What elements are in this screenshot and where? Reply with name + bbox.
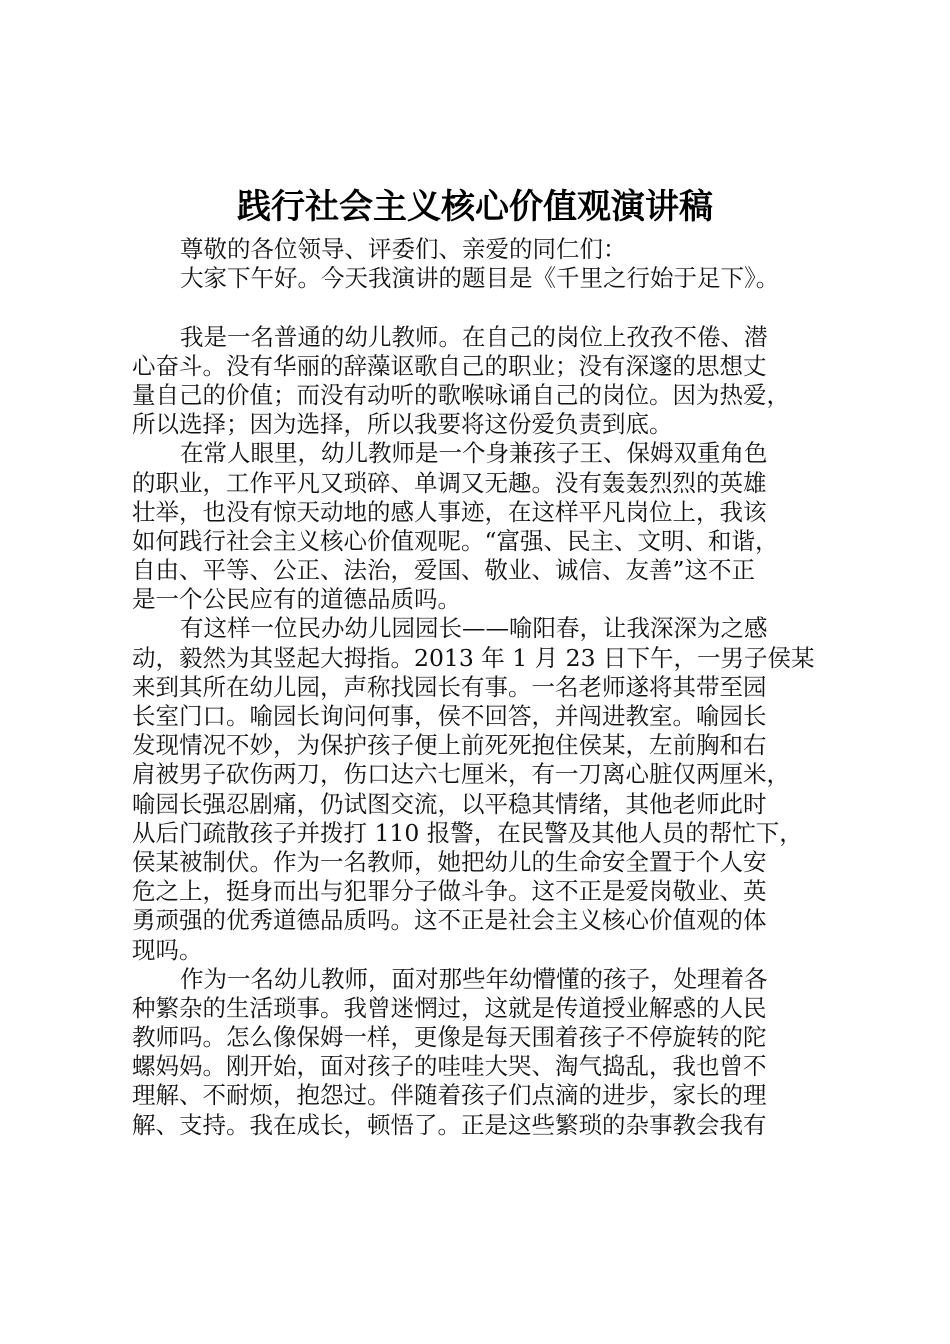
paragraph-first-line: 作为一名幼儿教师，面对那些年幼懵懂的孩子，处理着各	[180, 964, 768, 993]
paragraph-line: 肩被男子砍伤两刀，伤口达六七厘米，有一刀离心脏仅两厘米，	[132, 760, 790, 789]
paragraph-line: 喻园长强忍剧痛，仍试图交流，以平稳其情绪，其他老师此时	[132, 789, 767, 818]
paragraph-line: 发现情况不妙，为保护孩子便上前死死抱住侯某，左前胸和右	[132, 731, 767, 760]
paragraph-line: 从后门疏散孩子并拨打 110 报警，在民警及其他人员的帮忙下，	[132, 818, 803, 847]
blank-line	[132, 293, 838, 322]
paragraph-line: 是一个公民应有的道德品质吗。	[132, 585, 461, 614]
paragraph-line: 现吗。	[132, 935, 203, 964]
paragraph-line: 勇顽强的优秀道德品质吗。这不正是社会主义核心价值观的体	[132, 906, 767, 935]
paragraph-line: 来到其所在幼儿园，声称找园长有事。一名老师遂将其带至园	[132, 672, 767, 701]
paragraph-line: 理解、不耐烦，抱怨过。伴随着孩子们点滴的进步，家长的理	[132, 1081, 767, 1110]
paragraph-line: 危之上，挺身而出与犯罪分子做斗争。这不正是爱岗敬业、英	[132, 877, 767, 906]
paragraph-line: 教师吗。怎么像保姆一样，更像是每天围着孩子不停旋转的陀	[132, 1023, 767, 1052]
paragraph-line: 动，毅然为其竖起大拇指。2013 年 1 月 23 日下午，一男子侯某	[132, 643, 815, 672]
document-body	[132, 235, 838, 1140]
paragraph-line: 长室门口。喻园长询问何事，侯不回答，并闯进教室。喻园长	[132, 702, 767, 730]
paragraph-line: 量自己的价值；而没有动听的歌喉咏诵自己的岗位。因为热爱，	[132, 380, 790, 409]
paragraph-first-line: 大家下午好。今天我演讲的题目是《千里之行始于足下》。	[180, 264, 780, 293]
paragraph-line: 螺妈妈。刚开始，面对孩子的哇哇大哭、淘气捣乱，我也曾不	[132, 1052, 767, 1081]
paragraph-first-line: 我是一名普通的幼儿教师。在自己的岗位上孜孜不倦、潜	[180, 322, 768, 351]
paragraph-line: 侯某被制伏。作为一名教师，她把幼儿的生命安全置于个人安	[132, 847, 767, 876]
paragraph-line: 壮举，也没有惊天动地的感人事迹，在这样平凡岗位上，我该	[132, 497, 767, 526]
paragraph-first-line: 有这样一位民办幼儿园园长——喻阳春，让我深深为之感	[180, 614, 768, 643]
paragraph-line: 的职业，工作平凡又琐碎、单调又无趣。没有轰轰烈烈的英雄	[132, 468, 767, 497]
paragraph-line: 解、支持。我在成长，顿悟了。正是这些繁琐的杂事教会我有	[132, 1110, 767, 1139]
document-title: 践行社会主义核心价值观演讲稿	[237, 187, 713, 227]
paragraph-first-line: 尊敬的各位领导、评委们、亲爱的同仁们：	[180, 235, 627, 263]
paragraph-line: 所以选择；因为选择，所以我要将这份爱负责到底。	[132, 410, 673, 439]
paragraph-line: 心奋斗。没有华丽的辞藻讴歌自己的职业；没有深邃的思想丈	[132, 351, 767, 380]
paragraph-line: 自由、平等、公正、法治，爱国、敬业、诚信、友善”这不正	[132, 556, 756, 585]
paragraph-first-line: 在常人眼里，幼儿教师是一个身兼孩子王、保姆双重角色	[180, 439, 768, 468]
paragraph-line: 种繁杂的生活琐事。我曾迷惘过，这就是传道授业解惑的人民	[132, 993, 767, 1022]
paragraph-line: 如何践行社会主义核心价值观呢。“富强、民主、文明、和谐，	[132, 526, 779, 555]
